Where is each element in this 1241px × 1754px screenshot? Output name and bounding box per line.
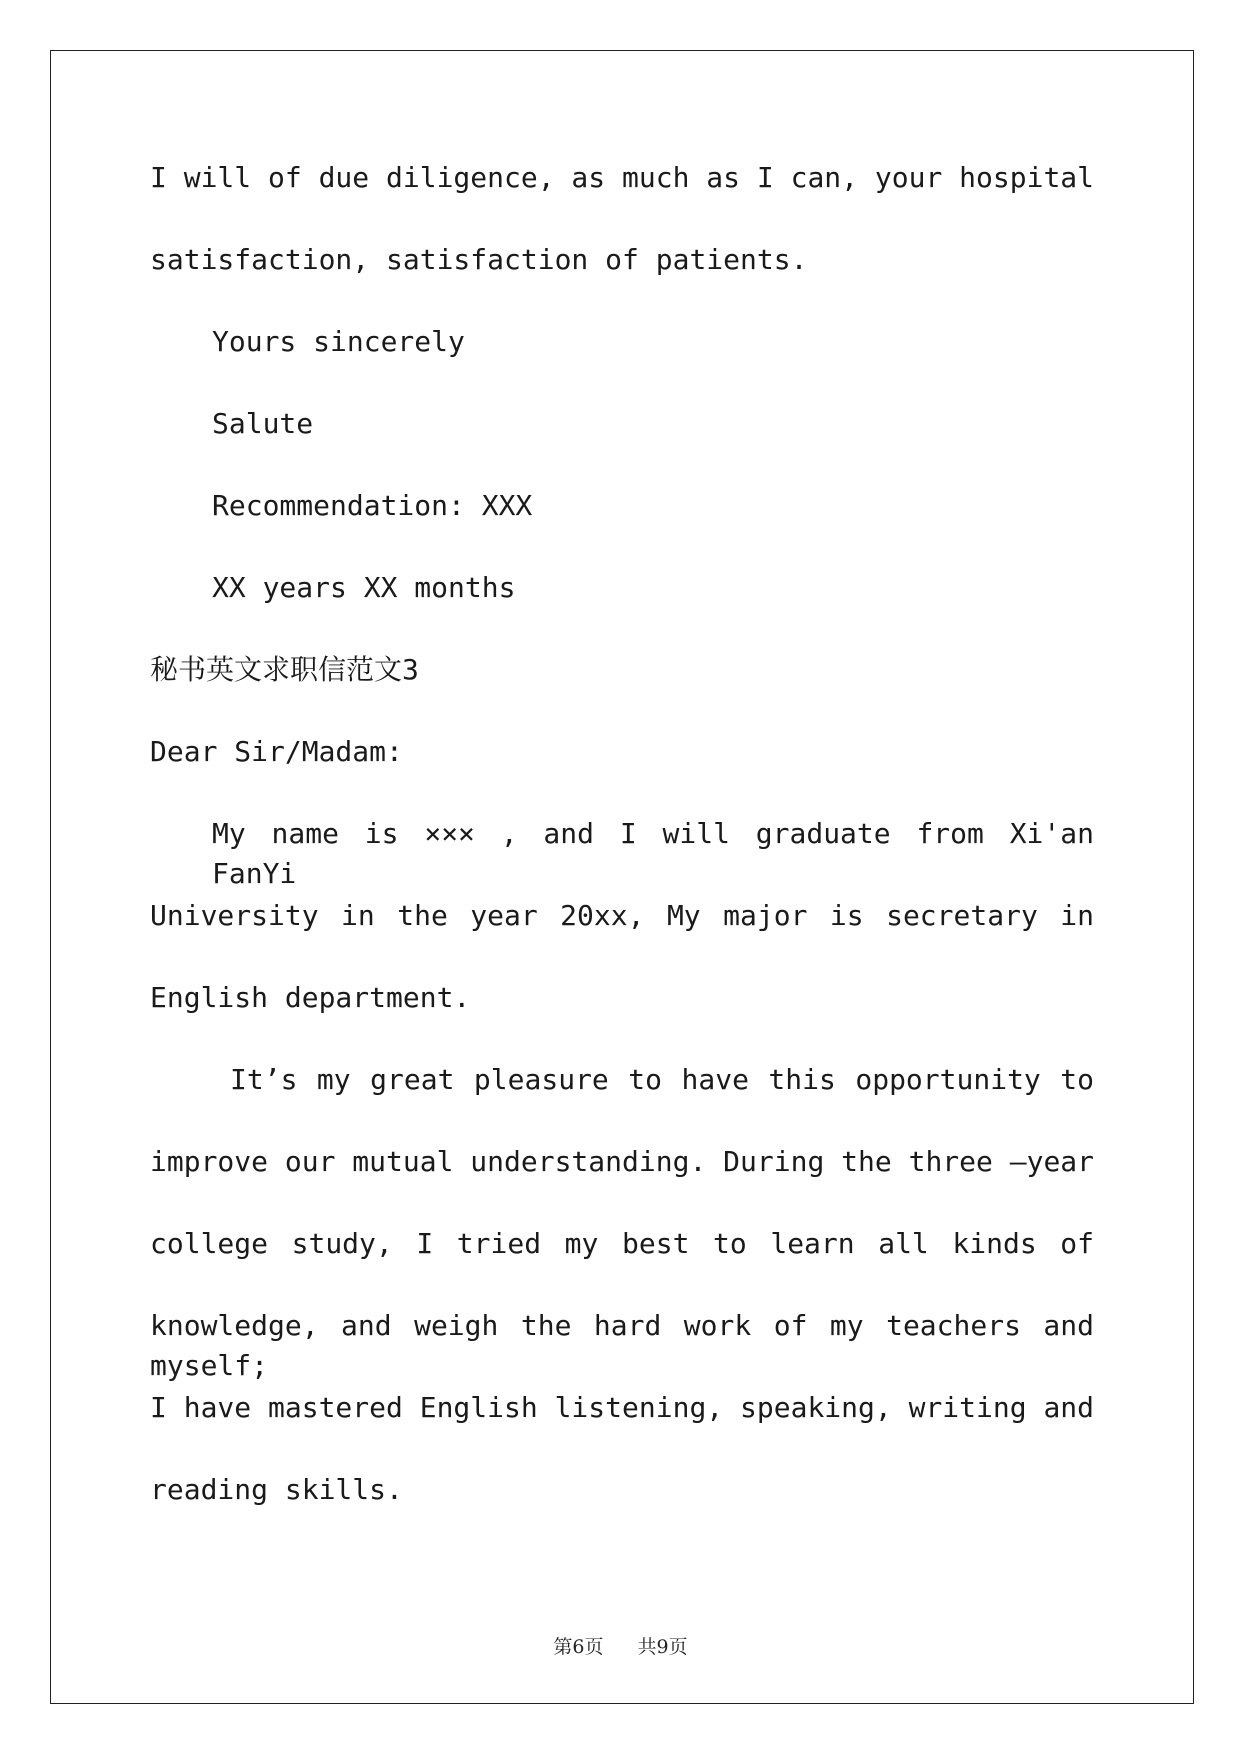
text-line: I will of due diligence, as much as I can, your hospital bbox=[150, 161, 1095, 194]
page-footer bbox=[0, 1632, 1241, 1659]
section-heading: 秘书英文求职信范文3 bbox=[150, 653, 419, 686]
text-line: It’s my great pleasure to have this opportunity to bbox=[230, 1063, 1094, 1096]
page-total: 共9页 bbox=[637, 1636, 688, 1658]
page-number: 第6页 bbox=[553, 1636, 604, 1658]
text-line: My name is ××× , and I will graduate from Xi'an FanYi bbox=[212, 817, 1094, 890]
document-body bbox=[150, 158, 1094, 1552]
text-line: improve our mutual understanding. During the three –year bbox=[150, 1145, 1095, 1178]
recommendation-line: Recommendation: XXX bbox=[212, 489, 533, 522]
text-line: I have mastered English listening, speaking, writing and bbox=[150, 1391, 1095, 1424]
text-line: knowledge, and weigh the hard work of my teachers and myself; bbox=[150, 1309, 1094, 1382]
text-line: University in the year 20xx, My major is secretary in bbox=[150, 899, 1094, 932]
text-line: reading skills. bbox=[150, 1473, 403, 1506]
text-line: English department. bbox=[150, 981, 471, 1014]
closing-line: Yours sincerely bbox=[212, 325, 465, 358]
salutation-line: Dear Sir/Madam: bbox=[150, 735, 403, 768]
text-line: college study, I tried my best to learn all kinds of bbox=[150, 1227, 1094, 1260]
date-line: XX years XX months bbox=[212, 571, 516, 604]
salute-line: Salute bbox=[212, 407, 314, 440]
text-line: satisfaction, satisfaction of patients. bbox=[150, 243, 808, 276]
